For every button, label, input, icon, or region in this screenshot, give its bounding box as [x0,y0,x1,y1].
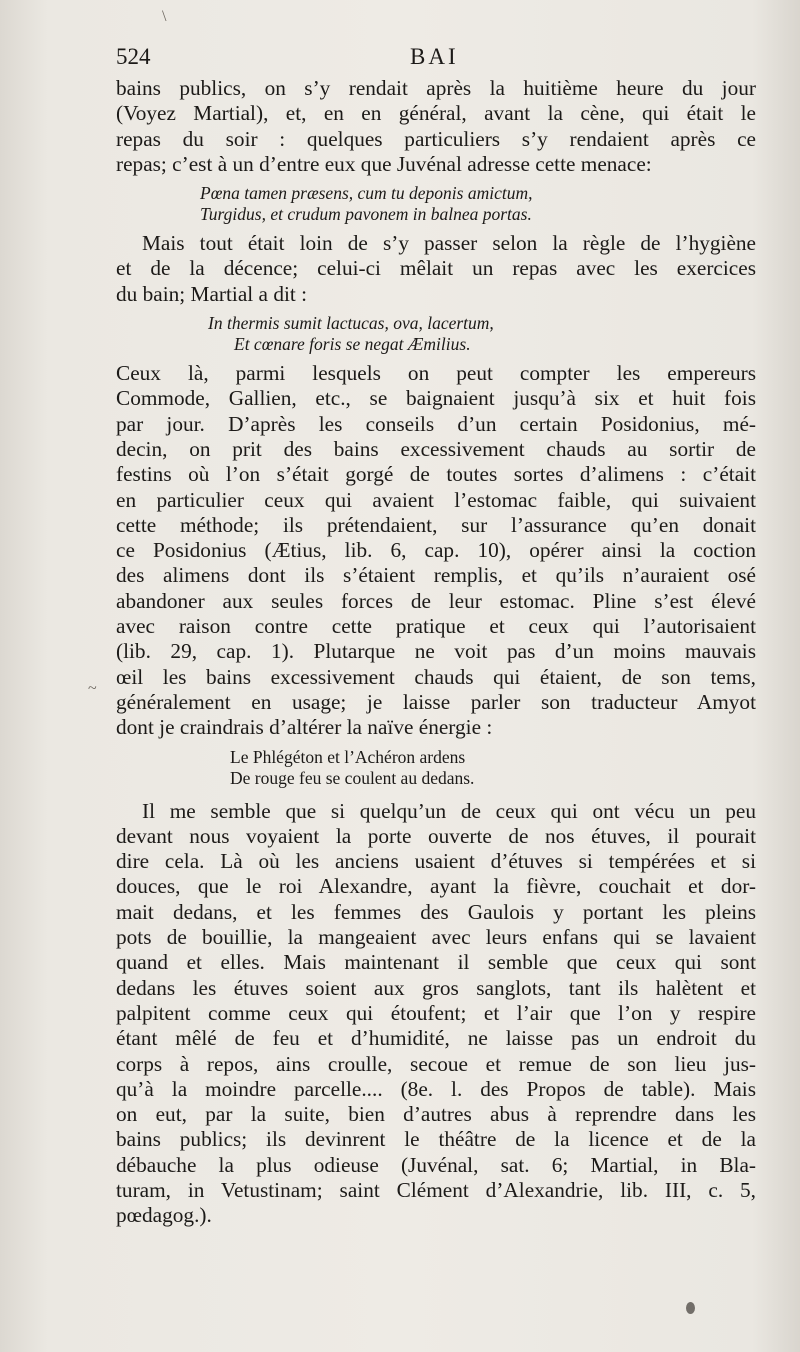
text-line: devant nous voyaient la porte ouverte de nos étuves, il pourait [116,823,756,848]
text-line: Il me semble que si quelqu’un de ceux qui ont vécu un peu [142,798,756,823]
text-line: qu’à la moindre parcelle.... (8e. l. des Propos de table). Mais [116,1076,756,1101]
text-line: ce Posidonius (Ætius, lib. 6, cap. 10), opérer ainsi la coction [116,538,756,563]
text-line: festins où l’on s’était gorgé de toutes sortes d’alimens : c’était [116,462,756,487]
text-line: par jour. D’après les conseils d’un certain Posidonius, mé- [116,411,756,436]
text-line: repas; c’est à un d’entre eux que Juvénal adresse cette menace: [116,151,652,176]
text-line: Ceux là, parmi lesquels on peut compter les empereurs [116,361,756,386]
paragraph-4 [116,799,756,1229]
text-line: Commode, Gallien, etc., se baignaient jusqu’à six et huit fois [116,386,756,411]
print-speck: \ [162,8,167,25]
quote-line: In thermis sumit lactucas, ova, lacertum, [208,313,494,334]
text-line: et de la décence; celui-ci mêlait un repas avec les exercices [116,256,756,281]
text-line: en particulier ceux qui avaient l’estomac faible, qui suivaient [116,487,756,512]
text-line: douces, que le roi Alexandre, ayant la fièvre, couchait et dor- [116,874,756,899]
text-line: œil les bains excessivement chauds qui étaient, de son tems, [116,664,756,689]
text-line: (lib. 29, cap. 1). Plutarque ne voit pas d’un moins mauvais [116,639,756,664]
text-line: du bain; Martial a dit : [116,281,308,306]
ink-blot [686,1302,695,1314]
text-line: corps à repos, ains croulle, secoue et remue de son lieu jus- [116,1051,756,1076]
margin-mark: ~ [88,680,97,697]
text-line: débauche la plus odieuse (Juvénal, sat. 6; Martial, in Bla- [116,1152,756,1177]
text-line: mait dedans, et les femmes des Gaulois y portant les pleins [116,899,756,924]
text-line: (Voyez Martial), et, en en général, avant la cène, qui était le [116,101,756,126]
page-number: 524 [116,44,151,69]
text-line: généralement en usage; je laisse parler son traducteur Amyot [116,689,756,714]
latin-quote-juvenal [116,183,756,225]
paragraph-3 [116,361,756,740]
french-verse [116,747,756,789]
quote-line: Pœna tamen præsens, cum tu deponis amictum, [200,183,533,204]
text-line: étant mêlé de feu et d’humidité, ne laisse pas un endroit du [116,1026,756,1051]
verse-line: Le Phlégéton et l’Achéron ardens [230,746,466,767]
text-line: des alimens dont ils s’étaient remplis, et qu’ils n’auraient osé [116,563,756,588]
verse-line: De rouge feu se coulent au dedans. [230,767,475,788]
text-line: abandoner aux seules forces de leur estomac. Pline s’est élevé [116,588,756,613]
text-line: dire cela. Là où les anciens usaient d’étuves si tempérées et si [116,849,756,874]
text-line: Mais tout était loin de s’y passer selon la règle de l’hygiène [142,231,756,256]
text-line: turam, in Vetustinam; saint Clément d’Alexandrie, lib. III, c. 5, [116,1177,756,1202]
paragraph-1 [116,76,756,177]
text-line: decin, on prit des bains excessivement chauds au sortir de [116,436,756,461]
paragraph-2 [116,231,756,307]
main-text [116,76,756,1229]
text-line: quand et elles. Mais maintenant il semble que ceux qui sont [116,950,756,975]
quote-line: Turgidus, et crudum pavonem in balnea portas. [200,204,532,225]
text-line: dedans les étuves soient aux gros sanglots, tant ils halètent et [116,975,756,1000]
text-line: pœdagog.). [116,1203,212,1228]
quote-line: Et cœnare foris se negat Æmilius. [234,334,471,355]
text-line: repas du soir : quelques particuliers s’y rendaient après ce [116,126,756,151]
text-line: dont je craindrais d’altérer la naïve énergie : [116,715,493,740]
latin-quote-martial [116,313,756,355]
text-line: bains publics; ils devinrent le théâtre de la licence et de la [116,1127,756,1152]
text-line: palpitent comme ceux qui étoufent; et l’air que l’on y respire [116,1000,756,1025]
running-title: BAI [410,44,459,69]
text-line: avec raison contre cette pratique et ceux qui l’autorisaient [116,614,756,639]
text-line: on eut, par la suite, bien d’autres abus à reprendre dans les [116,1102,756,1127]
text-line: bains publics, on s’y rendait après la huitième heure du jour [116,76,756,100]
text-line: pots de bouillie, la mangeaient avec leurs enfans qui se lavaient [116,925,756,950]
running-header [116,44,756,74]
text-line: cette méthode; ils prétendaient, sur l’assurance qu’en donait [116,512,756,537]
